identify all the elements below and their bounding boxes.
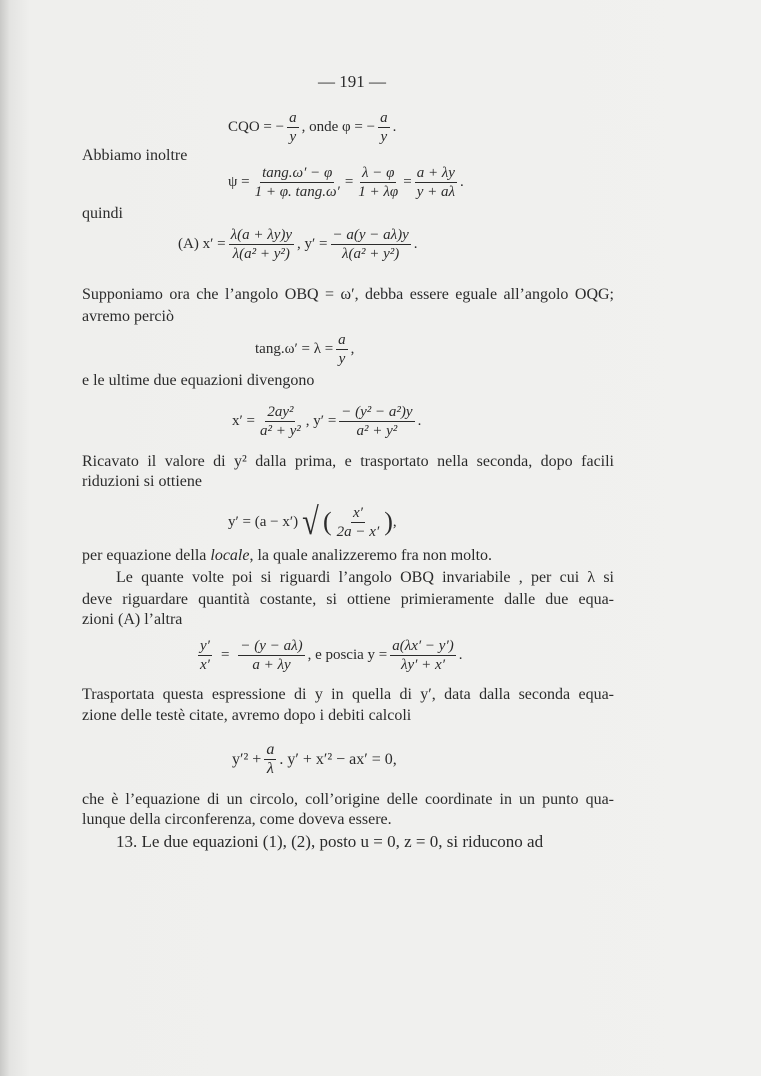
eq-text: . [417, 413, 422, 429]
fraction [253, 165, 342, 200]
fraction [238, 638, 304, 673]
text-line: Le quante volte poi si riguardi l’angolo OBQ invariabile , per cui λ si [116, 569, 614, 586]
equation-psi [228, 165, 464, 200]
denominator: λy′ + x′ [401, 657, 445, 673]
page-number: — 191 — [318, 72, 386, 91]
numerator: x′ [352, 504, 363, 521]
equation-circle [232, 742, 397, 777]
text: , la quale analizzeremo fra non molto. [249, 547, 493, 564]
eq-text: . [413, 236, 418, 252]
fraction [258, 404, 303, 439]
fraction [390, 638, 456, 673]
eq-text: y′² + [232, 750, 262, 768]
eq-text: , e poscia y = [307, 647, 388, 663]
eq-text: y′ = (a − x′) [228, 513, 299, 530]
denominator: a + λy [252, 657, 291, 673]
eq-text: CQO = − [228, 119, 285, 135]
denominator: y [289, 129, 297, 145]
eq-text: = [344, 174, 354, 190]
eq-text: , y′ = [297, 236, 328, 252]
denominator: λ(a² + y²) [232, 246, 290, 262]
eq-text: , [392, 513, 397, 530]
numerator: a [266, 741, 275, 758]
eq-text: . [458, 647, 463, 663]
numerator: a [338, 332, 346, 348]
text: per equazione della [82, 547, 211, 564]
fraction [331, 227, 411, 262]
fraction [198, 638, 212, 673]
text-line: e le ultime due equazioni divengono [82, 372, 315, 389]
numerator: − a(y − aλ)y [332, 227, 409, 243]
numerator: λ − φ [362, 165, 395, 181]
text-line: Supponiamo ora che l’angolo OBQ = ω′, debba essere eguale all’angolo OQG; [82, 286, 614, 303]
text-line: quindi [82, 205, 123, 222]
denominator: 2a − x′ [336, 523, 380, 540]
text-line: zione delle testè citate, avremo dopo i debiti calcoli [82, 707, 412, 724]
numerator: a + λy [416, 165, 455, 181]
eq-text: tang.ω′ = λ = [255, 341, 334, 357]
eq-text: (A) x′ = [178, 236, 226, 252]
fraction [356, 165, 400, 200]
eq-text: = [403, 174, 412, 190]
text-line: Trasportata questa espressione di y in quella di y′, data dalla seconda equa- [82, 686, 614, 703]
equation-locale [228, 500, 397, 544]
numerator: − (y² − a²)y [341, 404, 413, 420]
denominator: λ(a² + y²) [342, 246, 400, 262]
text-line: lunque della circonferenza, come doveva essere. [82, 811, 392, 828]
equation-x-prime [232, 404, 421, 439]
square-root-sign: √ [302, 501, 319, 543]
numerator: a [380, 110, 388, 126]
numerator: a [289, 110, 297, 126]
eq-text: . [392, 119, 397, 135]
section-13-line: 13. Le due equazioni (1), (2), posto u = 0, z = 0, si riducono ad [116, 832, 544, 851]
denominator: 1 + φ. tang.ω′ [254, 184, 340, 200]
denominator: λ [266, 760, 274, 777]
paren: ( [323, 507, 332, 536]
text-line: Ricavato il valore di y² dalla prima, e trasportato nella seconda, dopo facili [82, 453, 614, 470]
denominator: y [380, 129, 388, 145]
eq-text: = [220, 647, 230, 663]
numerator: tang.ω′ − φ [262, 165, 333, 181]
fraction [287, 110, 299, 145]
denominator: 1 + λφ [358, 184, 399, 200]
fraction [415, 165, 457, 200]
fraction [264, 742, 276, 777]
fraction [335, 505, 382, 540]
text-line: avremo perciò [82, 308, 174, 325]
text-line: deve riguardare quantità costante, si ottiene primieramente dalle due equa- [82, 591, 614, 608]
text-line: zioni (A) l’altra [82, 611, 183, 628]
text-line: riduzioni si ottiene [82, 473, 202, 490]
numerator: 2ay² [267, 404, 294, 420]
fraction [229, 227, 294, 262]
numerator: − (y − aλ) [240, 638, 303, 654]
equation-ratio [195, 638, 463, 673]
eq-text: , y′ = [305, 413, 337, 429]
denominator: x′ [200, 657, 210, 673]
text-line: Abbiamo inoltre [82, 147, 188, 164]
fraction [339, 404, 414, 439]
eq-text: , onde φ = − [301, 119, 376, 135]
denominator: y [338, 351, 346, 367]
numerator: y′ [200, 638, 210, 654]
numerator: a(λx′ − y′) [392, 638, 454, 654]
denominator: a² + y² [356, 423, 398, 439]
denominator: y + aλ [416, 184, 455, 200]
italic-term: locale [210, 547, 250, 564]
fraction [336, 332, 348, 367]
text-line: che è l’equazione di un circolo, coll’origine delle coordinate in un punto qua- [82, 791, 614, 808]
eq-text: x′ = [232, 413, 255, 429]
eq-text: ψ = [228, 174, 250, 190]
equation-tang [255, 332, 354, 367]
equation-a [178, 227, 418, 262]
text-line [82, 546, 492, 566]
denominator: a² + y² [260, 423, 301, 439]
equation-cqo [228, 110, 396, 145]
eq-text: , [350, 341, 355, 357]
numerator: λ(a + λy)y [230, 227, 292, 243]
eq-text: . [459, 174, 464, 190]
eq-text: . y′ + x′² − ax′ = 0, [279, 750, 397, 768]
paren: ) [384, 507, 393, 536]
fraction [378, 110, 390, 145]
